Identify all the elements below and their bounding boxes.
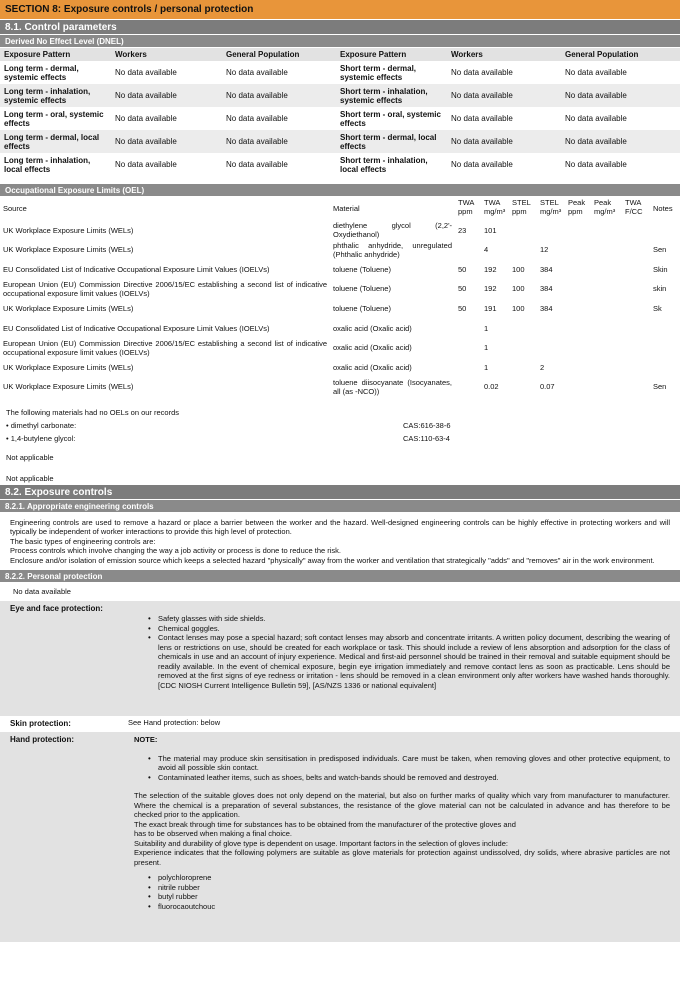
oel-cell	[622, 378, 650, 398]
not-applicable-text: Not applicable	[6, 452, 54, 462]
oel-cell: 384	[540, 304, 553, 314]
list-item: • Safety glasses with side shields.	[146, 614, 670, 624]
eye-protection-label: Eye and face protection:	[10, 604, 103, 614]
oel-cell	[591, 300, 622, 320]
oel-cell: 192	[484, 264, 497, 274]
dnel-table	[0, 48, 680, 176]
dnel-cell: No data available	[222, 130, 336, 153]
dnel-cell: Long term - oral, systemic effects	[4, 109, 104, 128]
exposure-controls-header: 8.2. Exposure controls	[0, 485, 680, 500]
oel-cell	[455, 241, 481, 261]
dnel-row	[0, 107, 680, 130]
oel-cell: 100	[512, 264, 525, 274]
dnel-cell: No data available	[451, 114, 513, 124]
oel-cell	[509, 378, 537, 398]
oel-cell	[509, 319, 537, 339]
list-item: • fluorocaoutchouc	[146, 902, 670, 912]
paragraph: The exact break through time for substances has to be obtained from the manufacturer of the protective gloves and	[134, 819, 516, 829]
oel-cell	[565, 319, 591, 339]
dnel-col-header: General Population	[561, 48, 680, 61]
oel-cell	[455, 319, 481, 339]
no-oel-intro: The following materials had no OELs on our records	[6, 407, 180, 417]
oel-cell: UK Workplace Exposure Limits (WELs)	[3, 362, 134, 372]
oel-cell: 384	[540, 284, 553, 294]
oel-col-header: STEL mg/m³	[540, 198, 562, 216]
dnel-cell: Long term - dermal, local effects	[0, 130, 111, 153]
oel-cell: 1	[484, 323, 489, 333]
oel-col-header: Notes	[653, 203, 673, 213]
oel-cell: European Union (EU) Commission Directive 2006/15/EC establishing a second list of indicative occupational exposure limit values (IOELVs)	[3, 280, 327, 298]
paragraph: Enclosure and/or isolation of emission source which keeps a selected hazard "physically" away from the worker and ventilation that strategically "adds" and "removes" air in the work environment.	[10, 555, 655, 565]
dnel-cell: No data available	[115, 114, 177, 124]
hand-protection-label: Hand protection:	[10, 735, 74, 745]
oel-col-header: Material	[333, 203, 360, 213]
oel-row	[0, 260, 680, 280]
oel-cell	[565, 280, 591, 300]
skin-protection-value: See Hand protection: below	[128, 718, 221, 728]
oel-row	[0, 378, 680, 398]
oel-cell	[509, 339, 537, 359]
oel-cell	[565, 358, 591, 378]
polymer-list	[134, 873, 670, 911]
list-item: • polychloroprene	[146, 873, 670, 883]
dnel-cell: No data available	[222, 84, 336, 107]
dnel-cell: No data available	[226, 160, 288, 170]
paragraph: Experience indicates that the following polymers are suitable as glove materials for protection against undissolved, dry solids, where abrasive particles are not present.	[134, 848, 670, 867]
oel-cell: EU Consolidated List of Indicative Occupational Exposure Limit Values (IOELVs)	[3, 264, 270, 274]
dnel-cell: Short term - inhalation, systemic effects	[336, 84, 447, 107]
oel-cell	[537, 319, 565, 339]
oel-col-header: TWA mg/m³	[484, 198, 506, 216]
oel-cell: European Union (EU) Commission Directive 2006/15/EC establishing a second list of indicative occupational exposure limit values (IOELVs)	[3, 338, 327, 357]
hand-note-list	[134, 754, 670, 783]
oel-cell: 50	[458, 284, 467, 294]
oel-cell	[537, 221, 565, 241]
no-oel-item	[0, 419, 680, 432]
oel-cell: 191	[484, 304, 497, 314]
oel-cell	[622, 319, 650, 339]
dnel-cell: Short term - inhalation, local effects	[340, 155, 428, 174]
oel-cell: 192	[484, 284, 497, 294]
oel-cell	[537, 339, 565, 359]
oel-cell: oxalic acid (Oxalic acid)	[333, 323, 412, 333]
dnel-cell: No data available	[115, 68, 177, 78]
oel-cell	[565, 241, 591, 261]
oel-cell	[650, 319, 680, 339]
control-parameters-header: 8.1. Control parameters	[0, 20, 680, 35]
oel-cell: 23	[458, 225, 467, 235]
oel-col-header: STEL ppm	[512, 198, 531, 216]
list-item: • The material may produce skin sensitisation in predisposed individuals. Care must be taken, when removing gloves and other protective equipment, to avoid all possible skin contact.	[146, 754, 670, 773]
oel-cell: 1	[484, 343, 489, 353]
dnel-cell: No data available	[565, 68, 627, 78]
oel-cell	[622, 241, 650, 261]
dnel-cell: Long term - dermal, systemic effects	[4, 63, 79, 82]
oel-cell	[650, 221, 680, 241]
oel-cell	[622, 221, 650, 241]
oel-col-header: TWA ppm	[458, 198, 474, 216]
dnel-cell: No data available	[451, 68, 513, 78]
dnel-cell: No data available	[561, 84, 680, 107]
oel-cell	[622, 339, 650, 359]
oel-cell	[565, 378, 591, 398]
oel-header-row	[0, 197, 680, 221]
skin-protection-row	[0, 716, 680, 732]
oel-cell	[591, 221, 622, 241]
dnel-header-row	[0, 48, 680, 61]
oel-row	[0, 300, 680, 320]
oel-cell	[455, 358, 481, 378]
oel-cell	[565, 300, 591, 320]
dnel-cell: No data available	[565, 114, 627, 124]
list-item: • butyl rubber	[146, 892, 670, 902]
oel-cell: skin	[653, 284, 667, 294]
skin-protection-label: Skin protection:	[10, 719, 71, 729]
oel-cell	[565, 221, 591, 241]
dnel-cell: No data available	[447, 130, 561, 153]
not-applicable-text: Not applicable	[6, 473, 54, 483]
oel-cell: phthalic anhydride, unregulated (Phthalic anhydride)	[333, 240, 452, 259]
oel-cell	[455, 378, 481, 398]
dnel-cell: No data available	[451, 160, 513, 170]
hand-protection-value	[120, 732, 680, 942]
oel-cell: toluene (Toluene)	[333, 304, 391, 314]
oel-cell: 4	[484, 245, 489, 255]
eye-protection-value	[120, 601, 680, 716]
paragraph: has to be observed when making a final choice.	[134, 829, 293, 839]
oel-cell: 50	[458, 264, 467, 274]
dnel-row	[0, 130, 680, 153]
oel-cell	[591, 260, 622, 280]
oel-cell	[509, 221, 537, 241]
no-oel-cas: CAS:110-63-4	[403, 433, 450, 443]
oel-cell: EU Consolidated List of Indicative Occupational Exposure Limit Values (IOELVs)	[3, 323, 270, 333]
list-item: • nitrile rubber	[146, 883, 670, 893]
hand-protection-row	[0, 732, 680, 942]
oel-cell	[591, 280, 622, 300]
dnel-row	[0, 153, 680, 176]
oel-cell	[591, 339, 622, 359]
dnel-cell: No data available	[226, 114, 288, 124]
oel-cell: Sen	[653, 382, 667, 392]
oel-cell	[509, 358, 537, 378]
oel-cell: oxalic acid (Oxalic acid)	[333, 362, 412, 372]
oel-cell: UK Workplace Exposure Limits (WELs)	[3, 382, 134, 392]
dnel-cell: Long term - inhalation, local effects	[4, 155, 91, 174]
dnel-row	[0, 84, 680, 107]
dnel-row	[0, 61, 680, 84]
dnel-col-header: Workers	[447, 48, 561, 61]
oel-cell: oxalic acid (Oxalic acid)	[333, 343, 412, 353]
dnel-cell: No data available	[226, 68, 288, 78]
oel-cell: Skin	[653, 264, 668, 274]
oel-cell	[509, 241, 537, 261]
engineering-controls-header: 8.2.1. Appropriate engineering controls	[0, 500, 680, 513]
oel-col-header: TWA F/CC	[625, 198, 643, 216]
oel-cell: UK Workplace Exposure Limits (WELs)	[3, 245, 134, 255]
oel-row	[0, 358, 680, 378]
list-item: • Chemical goggles.	[146, 624, 670, 634]
dnel-col-header: Exposure Pattern	[0, 48, 111, 61]
oel-cell: 50	[458, 304, 467, 314]
oel-cell: 100	[512, 284, 525, 294]
oel-cell	[565, 260, 591, 280]
dnel-cell: No data available	[111, 130, 222, 153]
oel-cell: Sen	[653, 245, 667, 255]
oel-cell: 384	[540, 264, 553, 274]
oel-col-header: Source	[3, 203, 27, 213]
no-oel-name: • dimethyl carbonate:	[6, 420, 77, 430]
dnel-cell: Short term - oral, systemic effects	[340, 109, 441, 128]
paragraph: Suitability and durability of glove type is dependent on usage. Important factors in the selection of gloves include:	[134, 838, 508, 848]
oel-row	[0, 221, 680, 241]
oel-cell: toluene diisocyanate (Isocyanates, all (as -NCO))	[333, 378, 452, 396]
dnel-cell: No data available	[447, 84, 561, 107]
dnel-cell: Short term - dermal, local effects	[336, 130, 447, 153]
dnel-cell: Short term - dermal, systemic effects	[340, 63, 417, 82]
oel-cell: 101	[484, 225, 497, 235]
oel-cell	[650, 358, 680, 378]
oel-row	[0, 280, 680, 300]
oel-cell	[591, 241, 622, 261]
oel-cell: toluene (Toluene)	[333, 284, 391, 294]
oel-header: Occupational Exposure Limits (OEL)	[0, 184, 680, 197]
paragraph: Process controls which involve changing the way a job activity or process is done to reduce the risk.	[10, 546, 341, 556]
oel-cell: diethylene glycol (2,2'-Oxydiethanol)	[333, 221, 452, 239]
oel-cell: 2	[540, 362, 545, 372]
oel-cell: 1	[484, 362, 489, 372]
oel-table	[0, 197, 680, 397]
oel-row	[0, 241, 680, 261]
oel-cell	[591, 358, 622, 378]
oel-cell	[622, 300, 650, 320]
section-header: SECTION 8: Exposure controls / personal protection	[0, 0, 680, 20]
oel-cell: 0.02	[484, 382, 499, 392]
oel-cell: UK Workplace Exposure Limits (WELs)	[3, 225, 134, 235]
oel-row	[0, 319, 680, 339]
list-item: • Contact lenses may pose a special hazard; soft contact lenses may absorb and concentrate irritants. A written policy document, describing the wearing of lens or restrictions on use, should be created for each workplace or task. This should include a review of lens absorption and adsorption for the class of chemicals in use and an account of injury experience. Medical and first-aid personnel should be trained in their removal and suitable equipment should be readily available. In the event of chemical exposure, begin eye irrigation immediately and remove contact lens as soon as practicable. Lens should be removed at the first signs of eye redness or irritation - lens should be removed in a clean environment only after workers have washed hands thoroughly. [CDC NIOSH Current Intelligence Bulletin 59], [AS/NZS 1336 or national equivalent]	[146, 633, 670, 690]
dnel-cell: No data available	[565, 160, 627, 170]
dnel-cell: No data available	[561, 130, 680, 153]
paragraph: The selection of the suitable gloves does not only depend on the material, but also on further marks of quality which vary from manufacturer to manufacturer. Where the chemical is a preparation of several substances, the resistance of the glove material can not be calculated in advance and has therefore to be checked prior to the application.	[134, 791, 670, 820]
personal-protection-header: 8.2.2. Personal protection	[0, 570, 680, 583]
no-oel-item	[0, 432, 680, 445]
oel-cell	[591, 319, 622, 339]
oel-cell: 100	[512, 304, 525, 314]
eye-protection-list	[146, 614, 670, 690]
oel-cell: 0.07	[540, 382, 555, 392]
list-item: • Contaminated leather items, such as shoes, belts and watch-bands should be removed and destroyed.	[146, 773, 670, 783]
dnel-col-header: Exposure Pattern	[336, 48, 447, 61]
oel-cell	[455, 339, 481, 359]
oel-cell: 12	[540, 245, 549, 255]
oel-cell	[622, 280, 650, 300]
hand-note-label: NOTE:	[134, 735, 158, 745]
dnel-col-header: Workers	[111, 48, 222, 61]
oel-cell	[565, 339, 591, 359]
dnel-cell: No data available	[115, 160, 177, 170]
no-data-text: No data available	[13, 587, 71, 597]
oel-cell	[622, 260, 650, 280]
oel-cell: Sk	[653, 304, 662, 314]
no-oel-name: • 1,4-butylene glycol:	[6, 433, 76, 443]
oel-col-header: Peak ppm	[568, 198, 586, 216]
eye-protection-row	[0, 601, 680, 716]
oel-cell	[622, 358, 650, 378]
oel-row	[0, 339, 680, 359]
oel-cell	[650, 339, 680, 359]
oel-cell	[591, 378, 622, 398]
dnel-cell: Long term - inhalation, systemic effects	[0, 84, 111, 107]
paragraph: The basic types of engineering controls are:	[10, 536, 156, 546]
oel-col-header: Peak mg/m³	[594, 198, 616, 216]
dnel-col-header: General Population	[222, 48, 336, 61]
dnel-header: Derived No Effect Level (DNEL)	[0, 35, 680, 48]
oel-cell: toluene (Toluene)	[333, 264, 391, 274]
no-oel-cas: CAS:616-38-6	[403, 420, 451, 430]
dnel-cell: No data available	[111, 84, 222, 107]
paragraph: Engineering controls are used to remove a hazard or place a barrier between the worker and the hazard. Well-designed engineering controls can be highly effective in protecting workers and will typically be independent of worker interactions to provide this high level of protection.	[10, 517, 670, 537]
oel-cell: UK Workplace Exposure Limits (WELs)	[3, 304, 134, 314]
engineering-controls-text	[0, 513, 680, 571]
